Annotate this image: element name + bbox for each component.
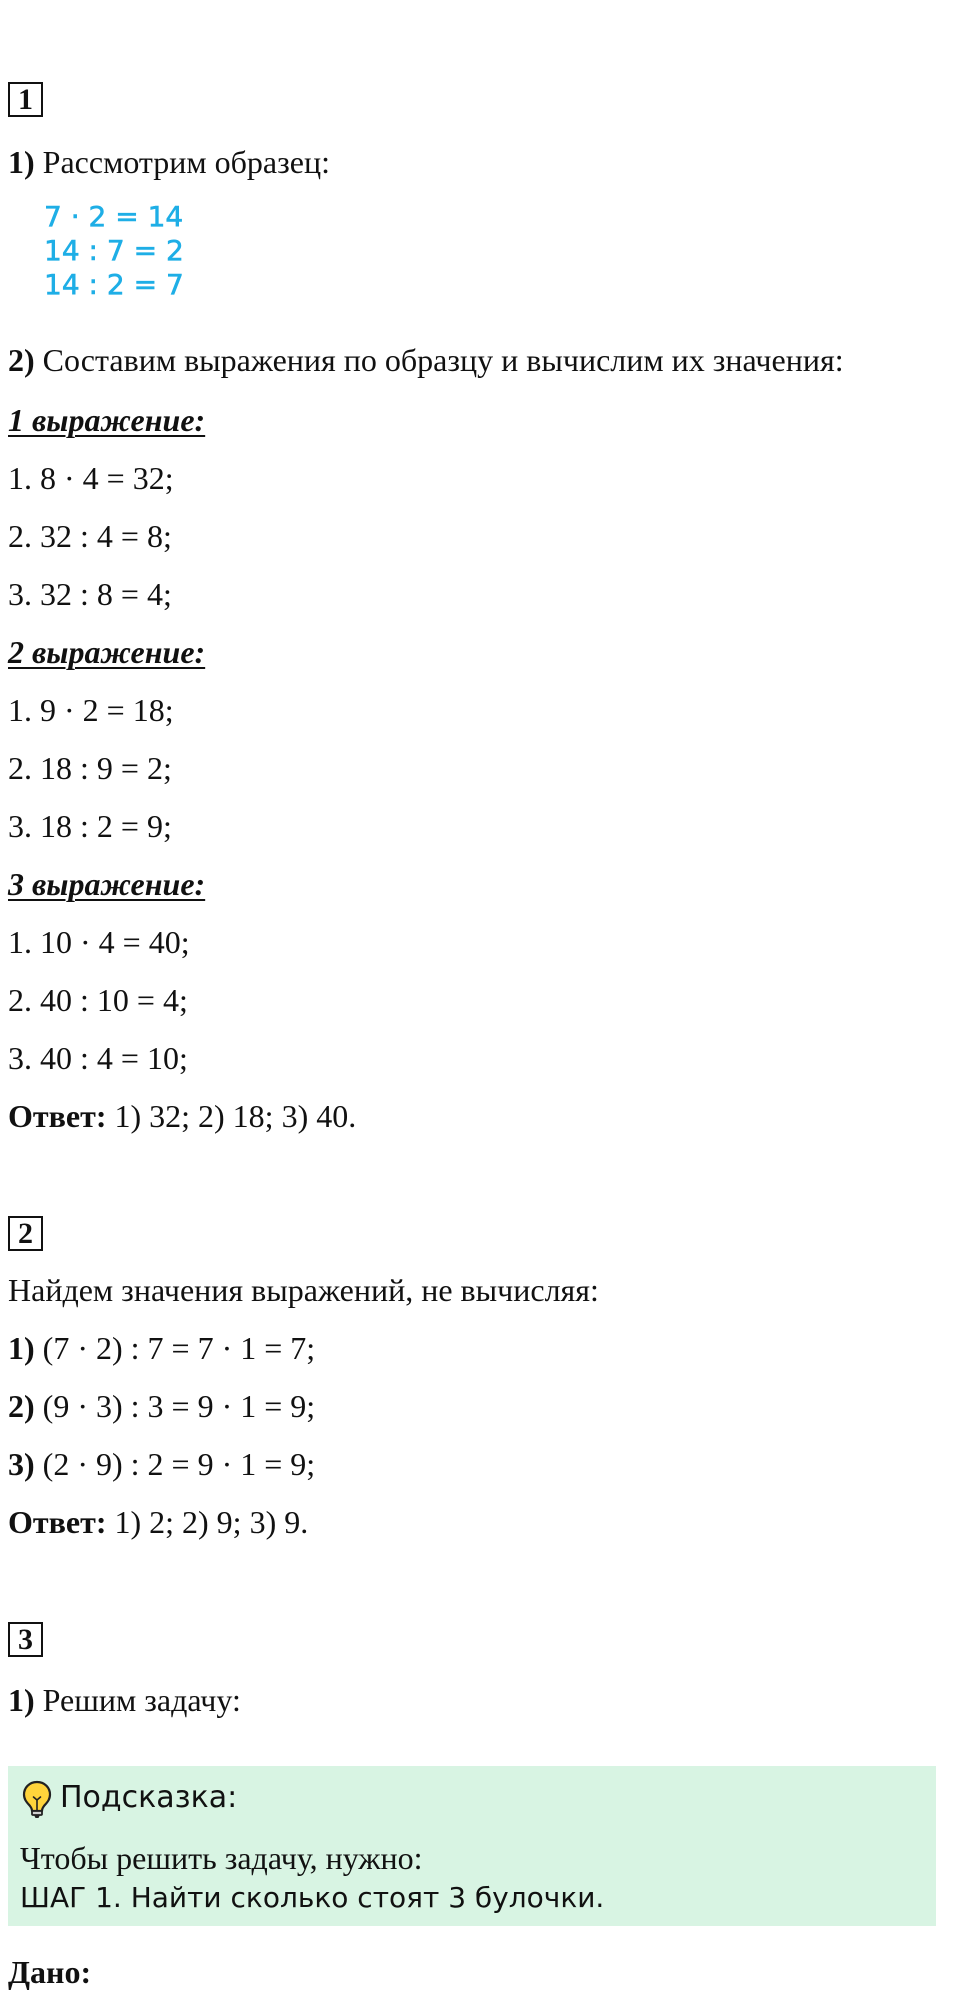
- item-prefix: 1): [8, 1330, 35, 1366]
- task1-answer: [8, 1096, 356, 1136]
- hint-box: [8, 1766, 936, 1926]
- task2-answer: [8, 1502, 308, 1542]
- answer-label: Ответ:: [8, 1098, 107, 1134]
- hint-title: Подсказка:: [60, 1780, 238, 1815]
- item-text: (2 · 9) : 2 = 9 · 1 = 9;: [42, 1446, 316, 1482]
- item-text: (9 · 3) : 3 = 9 · 1 = 9;: [42, 1388, 316, 1424]
- task1-intro: [8, 142, 330, 182]
- answer-text: 1) 32; 2) 18; 3) 40.: [114, 1098, 357, 1134]
- task1-step2: [8, 340, 844, 380]
- expression-line: 2. 40 : 10 = 4;: [8, 982, 188, 1018]
- task-number-2: 2: [8, 1216, 43, 1251]
- sample-line: 14 : 7 = 2: [44, 234, 184, 267]
- task2-intro: Найдем значения выражений, не вычисляя:: [8, 1272, 599, 1308]
- task3-intro-prefix: 1): [8, 1682, 35, 1718]
- expression-line: 1. 9 · 2 = 18;: [8, 692, 174, 728]
- expression-line: 3. 32 : 8 = 4;: [8, 576, 172, 612]
- hint-step: [20, 1878, 604, 1918]
- hint-text: Чтобы решить задачу, нужно:: [20, 1840, 423, 1876]
- expression-line: 3. 18 : 2 = 9;: [8, 808, 172, 844]
- task3-intro-text: Решим задачу:: [42, 1682, 241, 1718]
- sample-example: [44, 200, 184, 302]
- task1-intro-text: Рассмотрим образец:: [42, 144, 330, 180]
- expression-heading-1: 1 выражение:: [8, 402, 206, 438]
- task1-intro-prefix: 1): [8, 144, 35, 180]
- sample-line: 14 : 2 = 7: [44, 268, 184, 301]
- expression-line: 2. 18 : 9 = 2;: [8, 750, 172, 786]
- expression-line: 1. 10 · 4 = 40;: [8, 924, 190, 960]
- task2-item-2: [8, 1386, 315, 1426]
- task3-intro: [8, 1680, 241, 1720]
- given-label: Дано:: [8, 1954, 92, 1990]
- answer-text: 1) 2; 2) 9; 3) 9.: [114, 1504, 309, 1540]
- hint-step-label: ШАГ 1.: [20, 1881, 122, 1914]
- task1-step2-text: Составим выражения по образцу и вычислим их значения:: [42, 342, 844, 378]
- hint-step-text: Найти сколько стоят 3 булочки.: [130, 1881, 605, 1914]
- expression-heading-3: 3 выражение:: [8, 866, 206, 902]
- task-number-1: 1: [8, 82, 43, 117]
- item-text: (7 · 2) : 7 = 7 · 1 = 7;: [42, 1330, 316, 1366]
- expression-line: 2. 32 : 4 = 8;: [8, 518, 172, 554]
- expression-heading-2: 2 выражение:: [8, 634, 206, 670]
- task1-step2-prefix: 2): [8, 342, 35, 378]
- sample-line: 7 · 2 = 14: [44, 200, 184, 233]
- expression-line: 1. 8 · 4 = 32;: [8, 460, 174, 496]
- lightbulb-icon: [22, 1780, 52, 1820]
- task2-item-1: [8, 1328, 315, 1368]
- expression-line: 3. 40 : 4 = 10;: [8, 1040, 188, 1076]
- task-number-3: 3: [8, 1622, 43, 1657]
- answer-label: Ответ:: [8, 1504, 107, 1540]
- item-prefix: 2): [8, 1388, 35, 1424]
- task2-item-3: [8, 1444, 315, 1484]
- item-prefix: 3): [8, 1446, 35, 1482]
